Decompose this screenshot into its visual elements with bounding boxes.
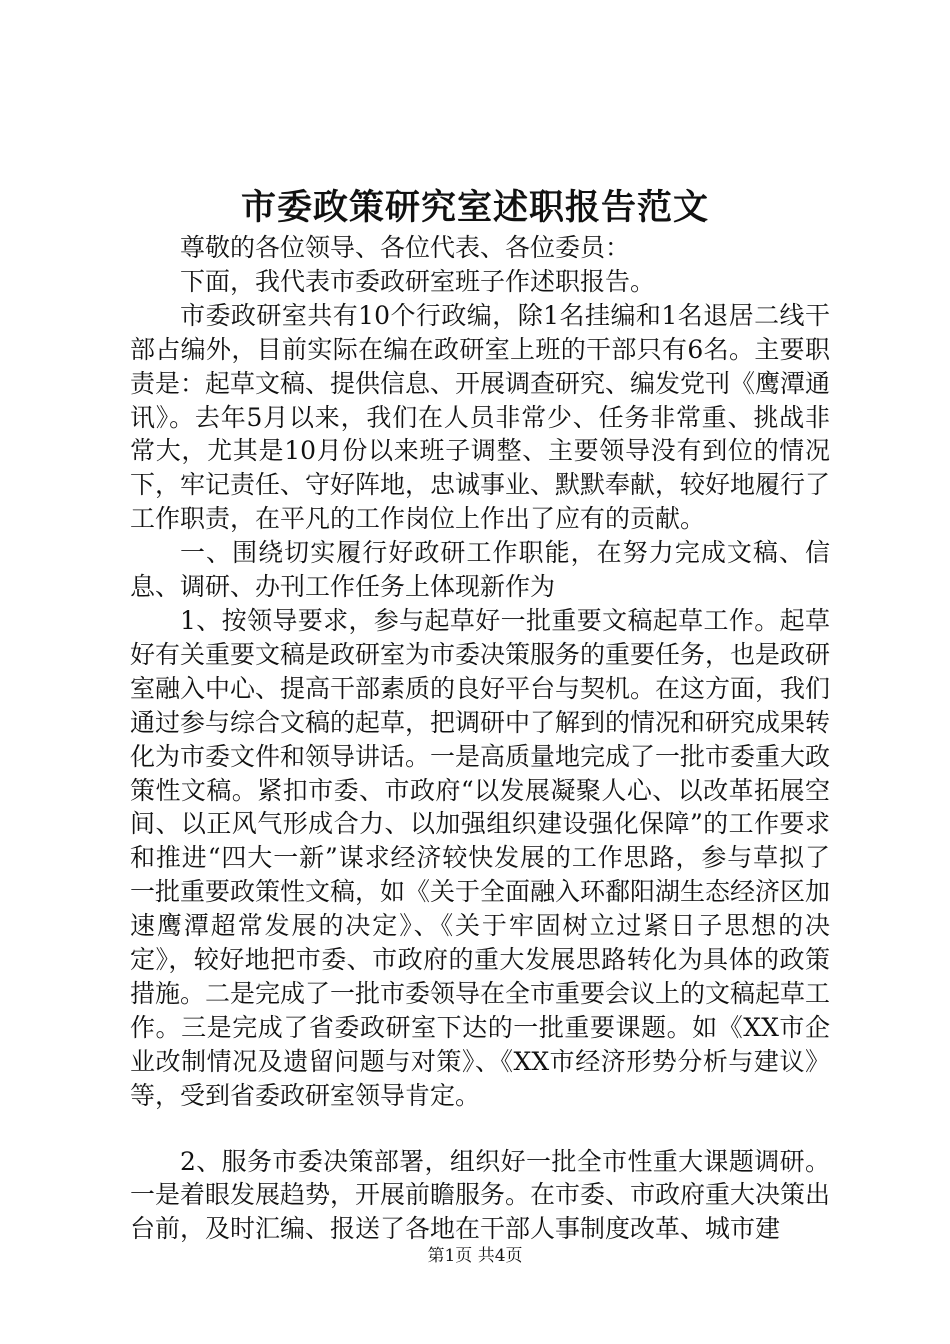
item-paragraph-2: 2、服务市委决策部署，组织好一批全市性重大课题调研。一是着眼发展趋势，开展前瞻服务。在市委、市政府重大决策出台前，及时汇编、报送了各地在干部人事制度改革、城市建 xyxy=(130,1146,831,1244)
intro-paragraph: 下面，我代表市委政研室班子作述职报告。 xyxy=(180,266,656,296)
overview-paragraph: 市委政研室共有10个行政编，除1名挂编和1名退居二线干部占编外，目前实际在编在政研室上班的干部只有6名。主要职责是：起草文稿、提供信息、开展调查研究、编发党刊《鹰潭通讯》。去年5月以来，我们在人员非常少、任务非常重、挑战非常大，尤其是10月份以来班子调整、主要领导没有到位的情况下，牢记责任、守好阵地，忠诚事业、默默奉献，较好地履行了工作职责，在平凡的工作岗位上作出了应有的贡献。 xyxy=(130,300,831,534)
page-number-footer: 第1页 共4页 xyxy=(427,1246,523,1266)
document-title: 市委政策研究室述职报告范文 xyxy=(240,187,709,228)
document-body xyxy=(130,231,830,1246)
salutation-paragraph: 尊敬的各位领导、各位代表、各位委员： xyxy=(180,233,631,262)
section-heading-1: 一、围绕切实履行好政研工作职能，在努力完成文稿、信息、调研、办刊工作任务上体现新作为 xyxy=(130,538,830,602)
item-paragraph-1: 1、按领导要求，参与起草好一批重要文稿起草工作。起草好有关重要文稿是政研室为市委决策服务的重要任务，也是政研室融入中心、提高干部素质的良好平台与契机。在这方面，我们通过参与综合文稿的起草，把调研中了解到的情况和研究成果转化为市委文件和领导讲话。一是高质量地完成了一批市委重大政策性文稿。紧扣市委、市政府“以发展凝聚人心、以改革拓展空间、以正风气形成合力、以加强组织建设强化保障”的工作要求和推进“四大一新”谋求经济较快发展的工作思路，参与草拟了一批重要政策性文稿，如《关于全面融入环鄱阳湖生态经济区加速鹰潭超常发展的决定》、《关于牢固树立过紧日子思想的决定》，较好地把市委、市政府的重大发展思路转化为具体的政策措施。二是完成了一批市委领导在全市重要会议上的文稿起草工作。三是完成了省委政研室下达的一批重要课题。如《XX市企业改制情况及遗留问题与对策》、《XX市经济形势分析与建议》等，受到省委政研室领导肯定。 xyxy=(130,605,831,1110)
